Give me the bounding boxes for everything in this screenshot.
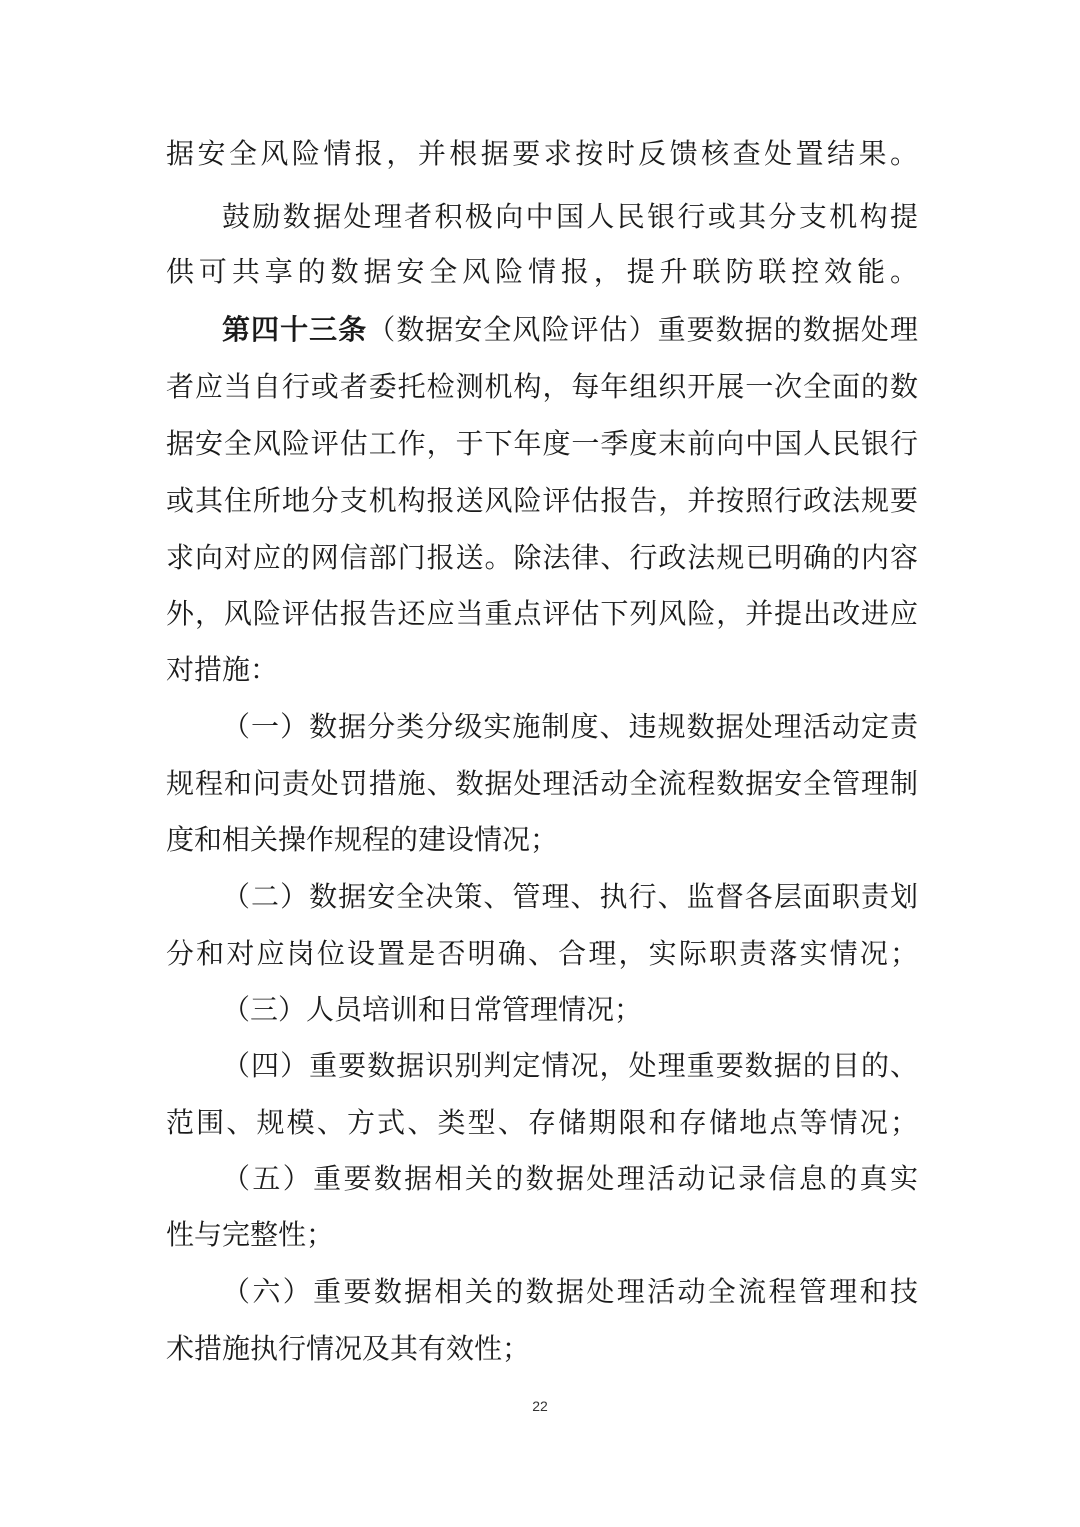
text-line: 度和相关操作规程的建设情况； [166, 823, 559, 856]
text-line: 供可共享的数据安全风险情报，提升联防联控效能。 [166, 255, 918, 288]
list-item-line: （二）数据安全决策、管理、执行、监督各层面职责划 [222, 880, 918, 913]
article-title-text: （数据安全风险评估）重要数据的数据处理 [367, 313, 918, 346]
text-line: 求向对应的网信部门报送。除法律、行政法规已明确的内容 [166, 541, 918, 574]
article-number: 第四十三条 [222, 313, 368, 346]
list-item-line: （六）重要数据相关的数据处理活动全流程管理和技 [222, 1275, 918, 1308]
list-item-line: （一）数据分类分级实施制度、违规数据处理活动定责 [222, 710, 918, 743]
list-item-line: （五）重要数据相关的数据处理活动记录信息的真实 [222, 1162, 918, 1195]
text-line: 据安全风险情报，并根据要求按时反馈核查处置结果。 [166, 137, 918, 170]
text-line: 术措施执行情况及其有效性； [166, 1332, 531, 1365]
text-line: 对措施： [166, 653, 279, 686]
text-line: 规程和问责处罚措施、数据处理活动全流程数据安全管理制 [166, 767, 918, 800]
text-line: 范围、规模、方式、类型、存储期限和存储地点等情况； [166, 1106, 918, 1139]
list-item-line: （三）人员培训和日常管理情况； [222, 993, 643, 1026]
text-line: 性与完整性； [166, 1218, 335, 1251]
list-item-line: （四）重要数据识别判定情况，处理重要数据的目的、 [222, 1049, 918, 1082]
article-heading-line [222, 306, 918, 354]
text-line: 分和对应岗位设置是否明确、合理，实际职责落实情况； [166, 937, 918, 970]
text-line: 鼓励数据处理者积极向中国人民银行或其分支机构提 [222, 200, 918, 233]
text-line: 者应当自行或者委托检测机构，每年组织开展一次全面的数 [166, 370, 918, 403]
text-line: 或其住所地分支机构报送风险评估报告，并按照行政法规要 [166, 484, 918, 517]
page-number: 22 [532, 1398, 548, 1414]
text-line: 据安全风险评估工作，于下年度一季度末前向中国人民银行 [166, 427, 918, 460]
text-line: 外，风险评估报告还应当重点评估下列风险，并提出改进应 [166, 597, 918, 630]
